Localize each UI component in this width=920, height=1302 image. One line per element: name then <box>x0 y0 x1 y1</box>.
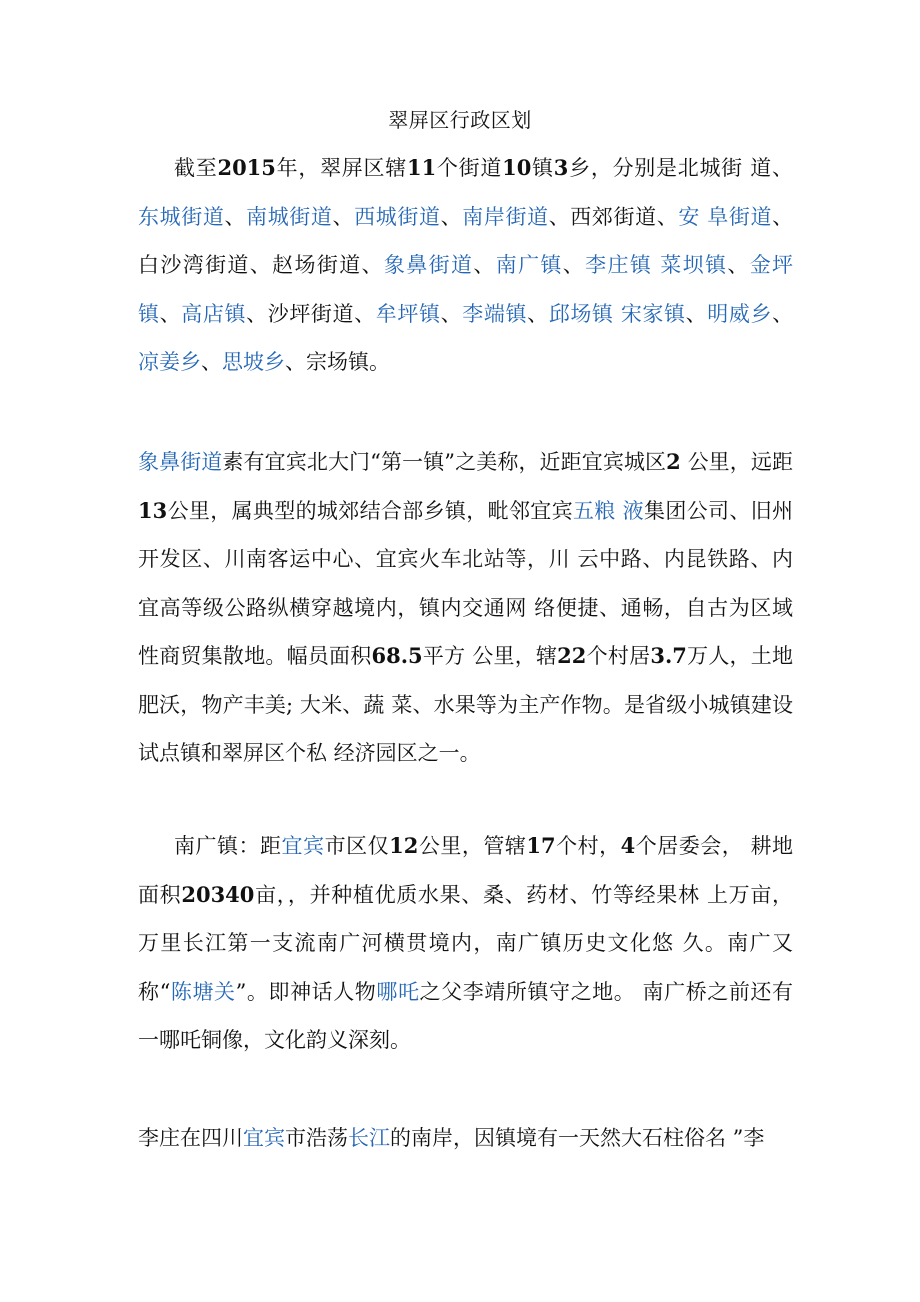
link-mingwei-township[interactable]: 明威乡 <box>707 301 773 326</box>
link-mouping-town[interactable]: 牟坪镇 <box>375 301 441 326</box>
text: 、 <box>159 301 182 326</box>
text: 南广镇：距 <box>174 834 282 858</box>
number: 20340 <box>181 881 255 907</box>
number: 17 <box>526 833 556 858</box>
text: 、 <box>332 204 355 229</box>
text: 、白沙湾街道、赵场街道、 <box>138 204 794 277</box>
link-nanguang-town[interactable]: 南广镇 <box>495 253 563 277</box>
text: 素有宜宾北大门“第一镇”之美称，近距宜宾城区 <box>222 450 667 474</box>
text: 、宗场镇。 <box>285 350 390 374</box>
number: 10 <box>502 155 532 180</box>
text: 市浩荡 <box>285 1126 348 1150</box>
text: 镇 <box>531 156 554 180</box>
number: 68.5 <box>371 643 423 668</box>
number: 4 <box>620 833 636 858</box>
text: 年，翠屏区辖 <box>275 156 407 180</box>
text: 的南岸，因镇境有一天然大石柱俗名 ”李 <box>390 1126 765 1150</box>
text: 、 <box>440 301 463 326</box>
link-xicheng-street[interactable]: 西城街道 <box>354 204 441 229</box>
text: 李庄在四川 <box>138 1126 243 1150</box>
text: 公里，属典型的城郊结合部乡镇，毗邻宜宾 <box>167 498 573 523</box>
link-liangjiang-township[interactable]: 凉姜乡 <box>138 350 201 374</box>
link-nanan-street[interactable]: 南岸街道 <box>462 204 549 229</box>
number: 2 <box>666 449 681 474</box>
link-wuliangye[interactable]: 五粮 液 <box>572 498 644 523</box>
text: ”。即神话人物 <box>235 979 377 1004</box>
number: 2015 <box>217 155 276 180</box>
link-jinping-town[interactable]: 金坪镇 <box>138 253 794 326</box>
number: 22 <box>557 643 587 668</box>
text: 、 <box>201 350 222 374</box>
text: 公里，远距 <box>680 450 793 474</box>
text: 乡，分别是北城街 道、 <box>568 156 794 180</box>
text: 集团公司、旧州开发区、川南客运中心、宜宾火车北站等，川 云中路、内昆铁路、内宜高等级公路纵横穿越境内，镇内交通网 络便捷、通畅，自古为区域性商贸集散地。幅员面积 <box>138 498 793 668</box>
link-chentangguan[interactable]: 陈塘关 <box>170 979 236 1004</box>
text: 、 <box>440 204 463 229</box>
link-yibin[interactable]: 宜宾 <box>281 834 325 858</box>
text: 之父李靖所镇守之地。 南广桥之前还有一哪吒铜像，文化韵义深刻。 <box>138 979 793 1052</box>
text: 公里，管辖 <box>418 834 527 858</box>
text: 个村， <box>555 834 621 858</box>
link-lizhuang-caiba-town[interactable]: 李庄镇 菜坝镇 <box>585 253 728 277</box>
link-liduan-town[interactable]: 李端镇 <box>462 301 528 326</box>
text: 、 <box>473 253 496 277</box>
paragraph-xiangbi-street <box>138 438 793 778</box>
text: 、 <box>727 253 750 277</box>
text: 万人，土地肥沃，物产丰美; 大米、蔬 菜、水果等为主产作物。是省级小城镇建设试点镇和翠屏区个私 经济园区之一。 <box>138 644 794 765</box>
link-xiangbi-street[interactable]: 象鼻街道 <box>383 253 474 277</box>
text: 、 <box>224 204 247 229</box>
number: 13 <box>138 497 168 523</box>
link-nancheng-street[interactable]: 南城街道 <box>246 204 333 229</box>
link-qiuchang-songjia-town[interactable]: 邱场镇 宋家镇 <box>548 301 686 326</box>
text: 、沙坪街道、 <box>246 301 376 326</box>
link-yibin[interactable]: 宜宾 <box>243 1126 285 1150</box>
text: 亩，，并种植优质水果、桑、药材、竹等经果林 上万亩，万里长江第一支流南广河横贯境内，南广镇历史文化悠 久。南广又称“ <box>138 882 793 1004</box>
text: 、 <box>772 301 794 326</box>
text: 、 <box>685 301 708 326</box>
link-anfu-street[interactable]: 安 阜街道 <box>678 204 773 229</box>
link-nezha[interactable]: 哪吒 <box>376 979 420 1004</box>
number: 3 <box>553 155 569 180</box>
link-sipo-township[interactable]: 思坡乡 <box>222 350 285 374</box>
text: 个居委会， 耕地面积 <box>138 834 794 907</box>
number: 3.7 <box>650 643 687 668</box>
number: 12 <box>389 833 419 858</box>
text: 截至 <box>174 156 218 180</box>
document-title: 翠屏区行政区划 <box>388 108 532 132</box>
number: 11 <box>406 155 437 180</box>
text: 、 <box>562 253 586 277</box>
link-dongcheng-street[interactable]: 东城街道 <box>138 204 225 229</box>
link-gaodian-town[interactable]: 高店镇 <box>181 301 247 326</box>
paragraph-lizhuang <box>138 1114 793 1163</box>
paragraph-administrative-divisions <box>138 144 793 387</box>
text: 个街道 <box>436 156 503 180</box>
text: 个村居 <box>586 644 651 668</box>
text: 市区仅 <box>324 834 390 858</box>
link-xiangbi-street[interactable]: 象鼻街道 <box>138 450 223 474</box>
text: 、西郊街道、 <box>548 204 679 229</box>
text: 、 <box>527 301 549 326</box>
paragraph-nanguang-town <box>138 822 793 1065</box>
link-yangtze-river[interactable]: 长江 <box>348 1126 390 1150</box>
text: 平方 公里，辖 <box>422 644 558 668</box>
